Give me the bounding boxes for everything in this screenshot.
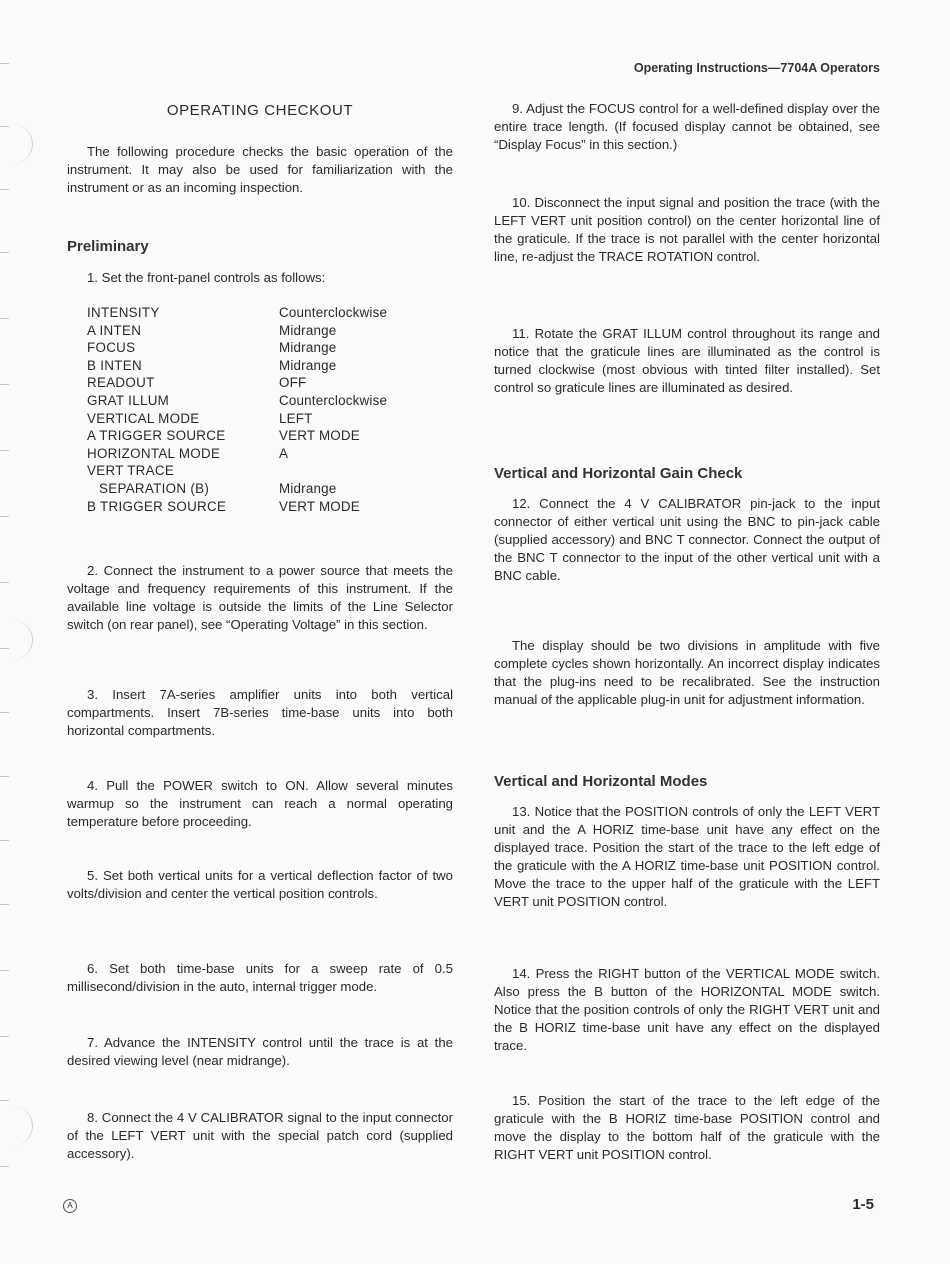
- setting-row: [87, 498, 427, 516]
- setting-control: GRAT ILLUM: [87, 392, 170, 408]
- setting-value: Counterclockwise: [279, 392, 388, 408]
- step-5: 5. Set both vertical units for a vertical deflection factor of two volts/division and center the vertical position controls.: [67, 868, 453, 901]
- setting-value: Midrange: [279, 357, 337, 373]
- display-note: The display should be two divisions in amplitude with five complete cycles shown horizontally. An incorrect display indicates that the plug-ins need to be recalibrated. See the instruction manual of the applicable plug-in unit for adjustment information.: [494, 638, 880, 707]
- step-11: 11. Rotate the GRAT ILLUM control throughout its range and notice that the graticule lines are illuminated as the control is turned clockwise (most obvious with tinted filter installed). Set control so graticule lines are illuminated as desired.: [494, 326, 880, 395]
- setting-control: INTENSITY: [87, 305, 160, 320]
- setting-control: VERT TRACE: [87, 463, 175, 479]
- setting-control: SEPARATION (B): [99, 480, 210, 496]
- setting-control: READOUT: [87, 375, 155, 391]
- step-8: 8. Connect the 4 V CALIBRATOR signal to the input connector of the LEFT VERT unit with the special patch cord (supplied accessory).: [67, 1110, 453, 1161]
- setting-control: HORIZONTAL MODE: [87, 445, 221, 461]
- running-header: Operating Instructions—7704A Operators: [633, 61, 880, 75]
- step-13: 13. Notice that the POSITION controls of only the LEFT VERT unit and the A HORIZ time-base unit have any effect on the displayed trace. Position the start of the trace to the left edge of the graticule with the A HORIZ time-base unit POSITION control. Move the trace to the upper half of the graticule with the LEFT VERT unit POSITION control.: [494, 804, 880, 909]
- setting-control: A INTEN: [87, 322, 142, 338]
- setting-control: B INTEN: [87, 357, 142, 373]
- setting-row: [87, 322, 427, 340]
- step-15: 15. Position the start of the trace to the left edge of the graticule with the B HORIZ time-base POSITION control and move the display to the bottom half of the graticule with the RIGHT VERT unit POSITION control.: [494, 1093, 880, 1162]
- control-settings-list: [87, 304, 427, 515]
- setting-control: A TRIGGER SOURCE: [87, 428, 226, 444]
- modes-heading: Vertical and Horizontal Modes: [494, 773, 708, 790]
- step-4: 4. Pull the POWER switch to ON. Allow several minutes warmup so the instrument can reach a normal operating temperature before proceeding.: [67, 778, 453, 829]
- step-9: 9. Adjust the FOCUS control for a well-defined display over the entire trace length. (If focused display cannot be obtained, see “Display Focus” in this section.): [494, 101, 880, 152]
- setting-row: [87, 304, 427, 322]
- binder-hole: [0, 1106, 33, 1146]
- setting-value: Counterclockwise: [279, 305, 388, 320]
- setting-row: [87, 357, 427, 375]
- setting-row: [87, 374, 427, 392]
- step-14: 14. Press the RIGHT button of the VERTICAL MODE switch. Also press the B button of the HORIZONTAL MODE switch. Notice that the position controls of only the RIGHT VERT unit and the B HORIZ time-base unit have any effect on the displayed trace.: [494, 966, 880, 1053]
- setting-row: [87, 462, 427, 480]
- setting-value: VERT MODE: [279, 428, 360, 444]
- setting-value: Midrange: [279, 340, 337, 356]
- step-2: 2. Connect the instrument to a power source that meets the voltage and frequency requirements of this instrument. If the available line voltage is outside the limits of the Line Selector switch (on rear panel), see “Operating Voltage” in this section.: [67, 563, 453, 632]
- setting-value: [279, 462, 427, 480]
- step-1: 1. Set the front-panel controls as follows:: [87, 270, 326, 285]
- page-number: 1-5: [852, 1196, 874, 1213]
- setting-control: FOCUS: [87, 340, 136, 356]
- step-6: 6. Set both time-base units for a sweep rate of 0.5 millisecond/division in the auto, internal trigger mode.: [67, 961, 453, 994]
- setting-value: VERT MODE: [279, 498, 360, 514]
- setting-control: VERTICAL MODE: [87, 410, 200, 426]
- setting-row: [87, 392, 427, 410]
- step-3: 3. Insert 7A-series amplifier units into both vertical compartments. Insert 7B-series time-base units into both horizontal compartments.: [67, 687, 453, 738]
- setting-row: [87, 410, 427, 428]
- setting-value: OFF: [279, 375, 307, 391]
- setting-row: [87, 445, 427, 463]
- intro-paragraph: The following procedure checks the basic operation of the instrument. It may also be used for familiarization with the instrument or as an incoming inspection.: [67, 144, 453, 195]
- setting-value: LEFT: [279, 410, 313, 426]
- setting-value: Midrange: [279, 322, 337, 338]
- revision-mark: A: [63, 1199, 77, 1213]
- binder-hole: [0, 124, 33, 164]
- setting-value: Midrange: [279, 480, 337, 496]
- step-10: 10. Disconnect the input signal and position the trace (with the LEFT VERT unit position control) on the center horizontal line of the graticule. If the trace is not parallel with the center horizontal line, re-adjust the TRACE ROTATION control.: [494, 195, 880, 264]
- preliminary-heading: Preliminary: [67, 238, 149, 255]
- setting-row: [87, 480, 427, 498]
- setting-control: B TRIGGER SOURCE: [87, 498, 227, 514]
- setting-value: A: [279, 445, 289, 461]
- binder-hole: [0, 620, 33, 660]
- gain-check-heading: Vertical and Horizontal Gain Check: [494, 465, 743, 482]
- setting-row: [87, 427, 427, 445]
- setting-row: [87, 339, 427, 357]
- section-title: OPERATING CHECKOUT: [166, 102, 354, 119]
- step-12: 12. Connect the 4 V CALIBRATOR pin-jack to the input connector of either vertical unit using the BNC to pin-jack cable (supplied accessory) and BNC T connector. Connect the output of the BNC T connector to the input of the other vertical unit with a BNC cable.: [494, 496, 880, 583]
- step-7: 7. Advance the INTENSITY control until the trace is at the desired viewing level (near midrange).: [67, 1035, 453, 1068]
